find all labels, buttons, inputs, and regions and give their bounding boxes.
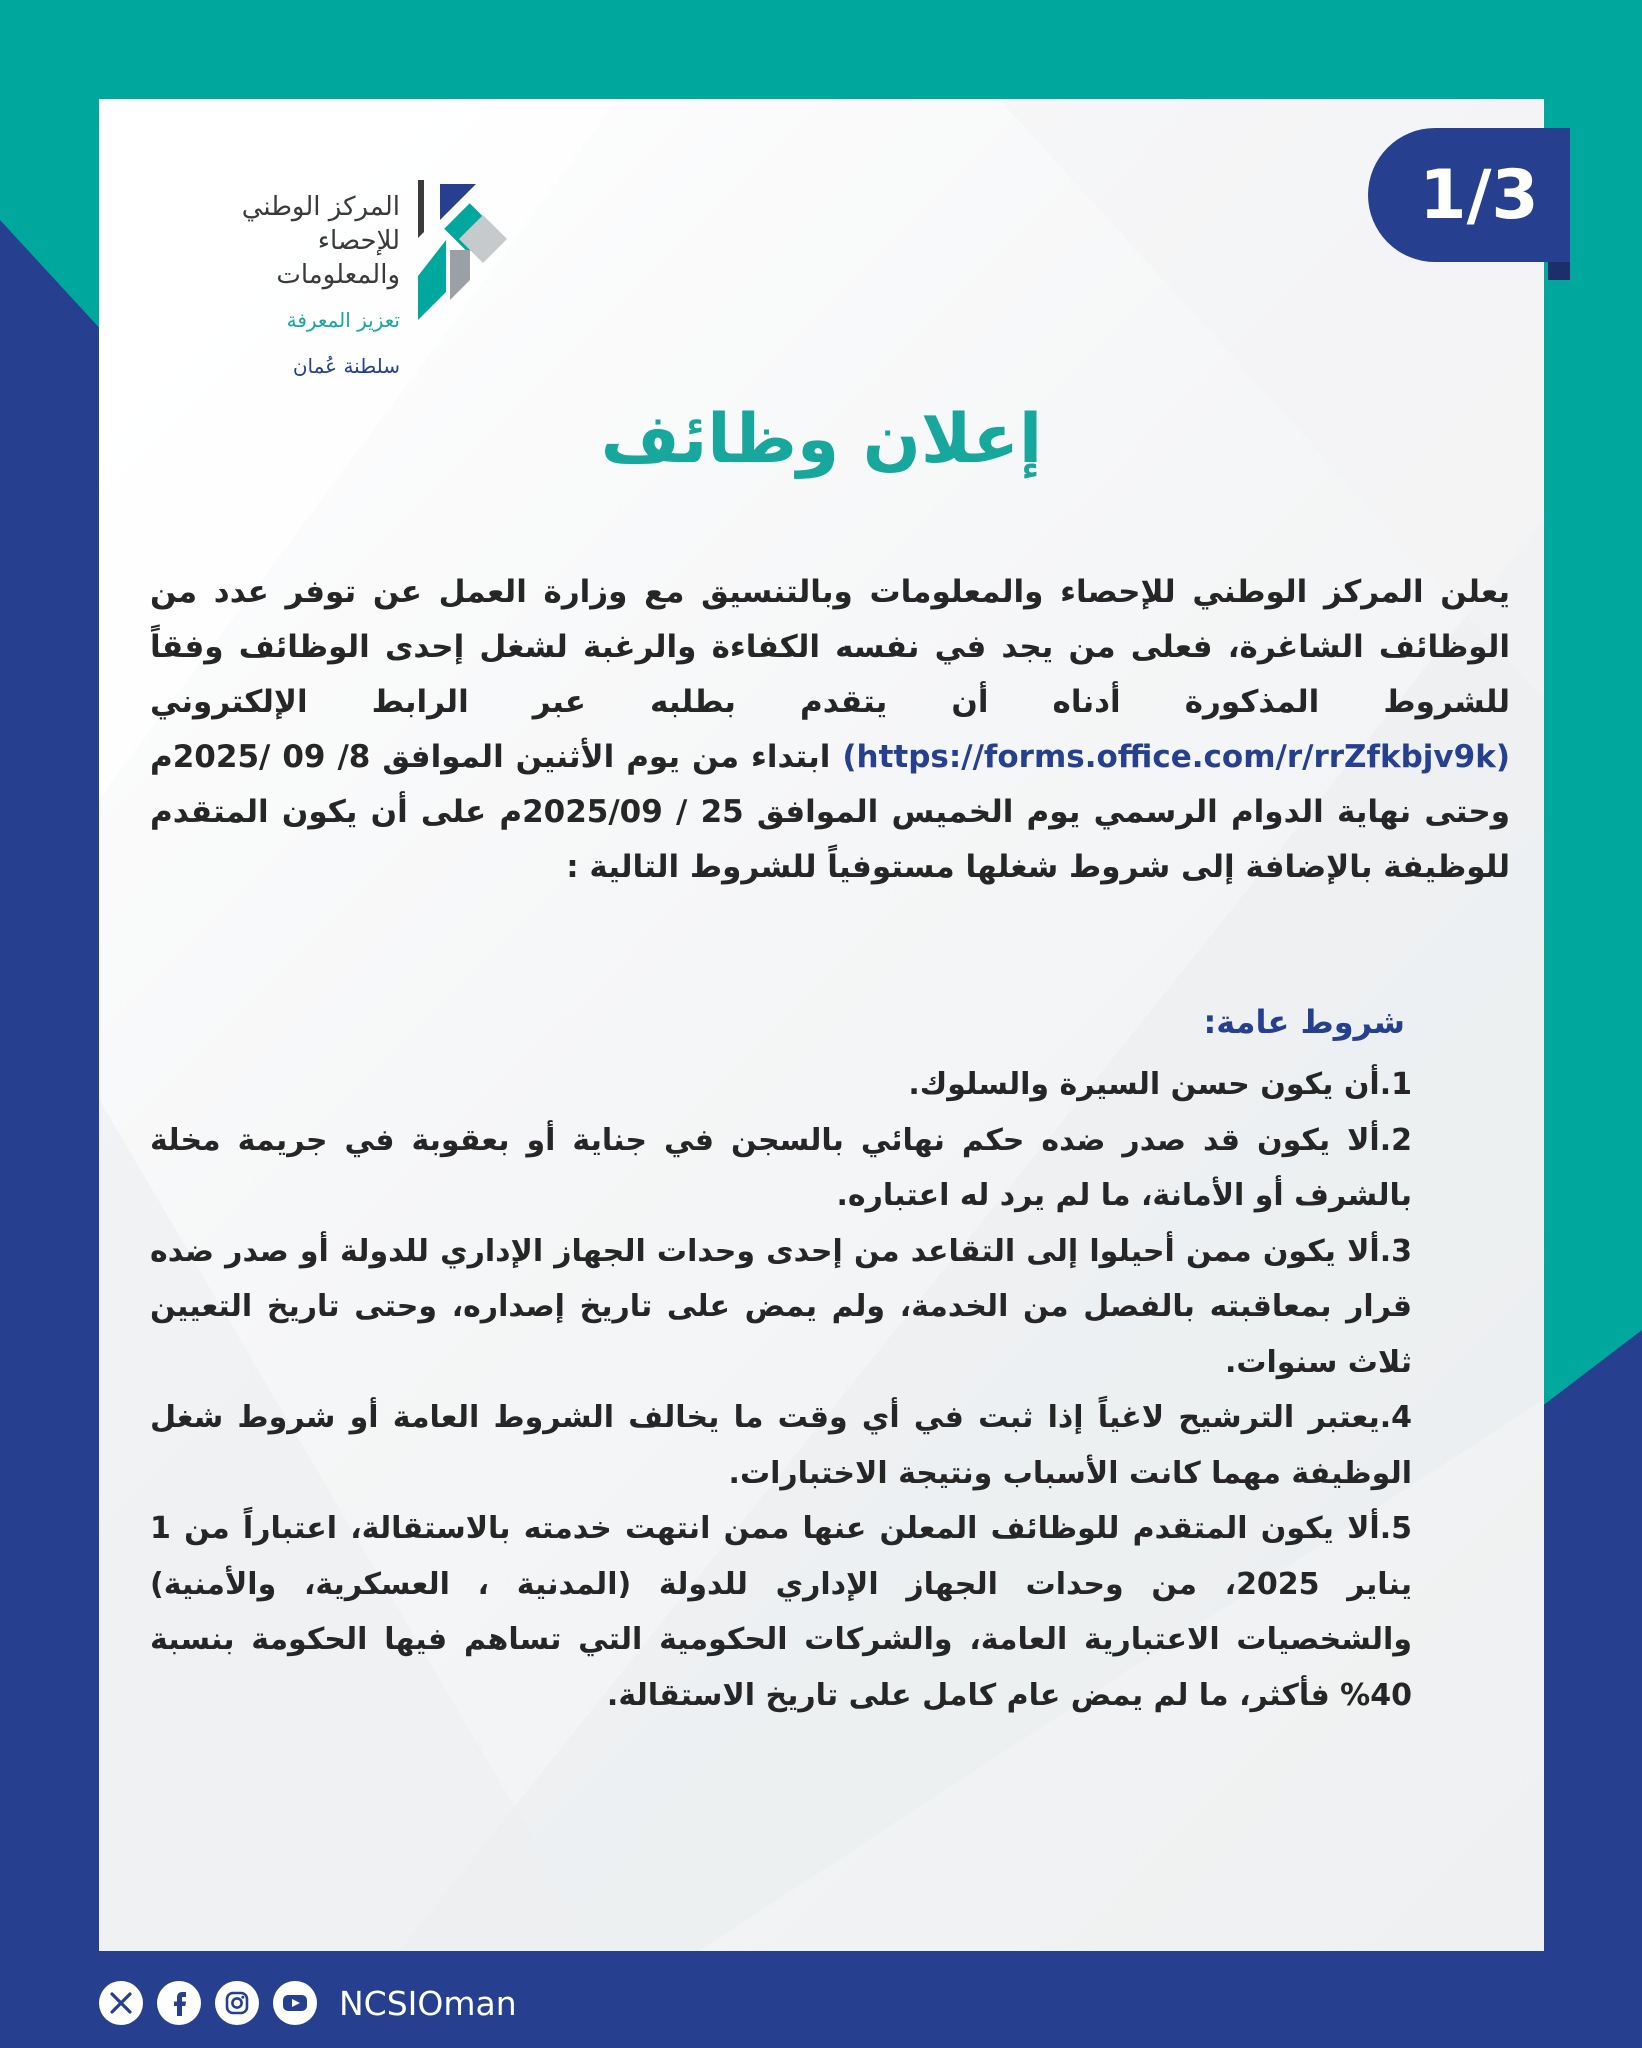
logo-tagline: تعزيز المعرفة [286, 308, 400, 332]
logo-name-line-1: المركز الوطني [241, 192, 400, 222]
list-item-number: 1. [1379, 1067, 1412, 1102]
list-item-text: أن يكون حسن السيرة والسلوك. [908, 1067, 1380, 1102]
list-item [150, 1113, 1412, 1224]
conditions-heading: شروط عامة: [1203, 1003, 1405, 1041]
list-item-number: 3. [1379, 1233, 1412, 1269]
list-item-text: ألا يكون قد صدر ضده حكم نهائي بالسجن في جناية أو بعقوبة في جريمة مخلة بالشرف أو الأمانة، ما لم يرد له اعتباره. [150, 1122, 1412, 1213]
conditions-list [150, 1057, 1412, 1723]
instagram-icon[interactable] [215, 1981, 259, 2025]
list-item [150, 1057, 1412, 1113]
page-badge-fold [1548, 262, 1570, 280]
page-title: إعلان وظائف [600, 400, 1043, 479]
list-item [150, 1224, 1412, 1391]
page-indicator-text: 1/3 [1419, 155, 1539, 235]
list-item [150, 1390, 1412, 1501]
social-handle[interactable]: NCSIOman [339, 1983, 517, 2023]
social-links [99, 1975, 517, 2031]
list-item-number: 2. [1379, 1122, 1412, 1158]
list-item-text: ألا يكون المتقدم للوظائف المعلن عنها ممن انتهت خدمته بالاستقالة، اعتباراً من 1 يناير 2025، من وحدات الجهاز الإداري للدولة (المدنية ، العسكرية، والأمنية) والشخصيات الاعتبارية العامة، والشركات الحكومية التي تساهم فيها الحكومة بنسبة 40% فأكثر، ما لم يمض عام كامل على تاريخ الاستقالة. [150, 1511, 1412, 1713]
list-item-text: يعتبر الترشيح لاغياً إذا ثبت في أي وقت ما يخالف الشروط العامة أو شروط شغل الوظيفة مهما كانت الأسباب ونتيجة الاختبارات. [150, 1400, 1412, 1491]
ncsi-logo [180, 180, 510, 390]
intro-text-after-link: ابتداء من يوم الأثنين الموافق 8/ 09 /2025م وحتى نهاية الدوام الرسمي يوم الخميس الموافق 25 / 2025/09م على أن يكون المتقدم للوظيفة بالإضافة إلى شروط شغلها مستوفياً للشروط التالية : [150, 739, 1510, 885]
intro-paragraph [150, 565, 1510, 895]
application-form-link[interactable]: (https://forms.office.com/r/rrZfkbjv9k) [842, 739, 1510, 775]
intro-text-before-link: يعلن المركز الوطني للإحصاء والمعلومات وبالتنسيق مع وزارة العمل عن توفر عدد من الوظائف الشاغرة، فعلى من يجد في نفسه الكفاءة والرغبة لشغل إحدى الوظائف وفقاً للشروط المذكورة أدناه أن يتقدم بطلبه عبر الرابط الإلكتروني [150, 574, 1510, 720]
x-icon[interactable] [99, 1981, 143, 2025]
logo-name-line-2: للإحصاء [317, 226, 400, 256]
logo-name [180, 190, 400, 292]
list-item-number: 5. [1379, 1511, 1412, 1546]
logo-mark-icon [410, 180, 510, 320]
facebook-icon[interactable] [157, 1981, 201, 2025]
logo-country: سلطنة عُمان [292, 354, 400, 378]
page-indicator-badge [1368, 128, 1570, 262]
list-item-text: ألا يكون ممن أحيلوا إلى التقاعد من إحدى وحدات الجهاز الإداري للدولة أو صدر ضده قرار بمعاقبته بالفصل من الخدمة، ولم يمض على تاريخ إصداره، وحتى تاريخ التعيين ثلاث سنوات. [150, 1233, 1412, 1380]
logo-name-line-3: والمعلومات [276, 260, 400, 290]
youtube-icon[interactable] [273, 1981, 317, 2025]
list-item-number: 4. [1379, 1400, 1412, 1435]
list-item [150, 1501, 1412, 1723]
